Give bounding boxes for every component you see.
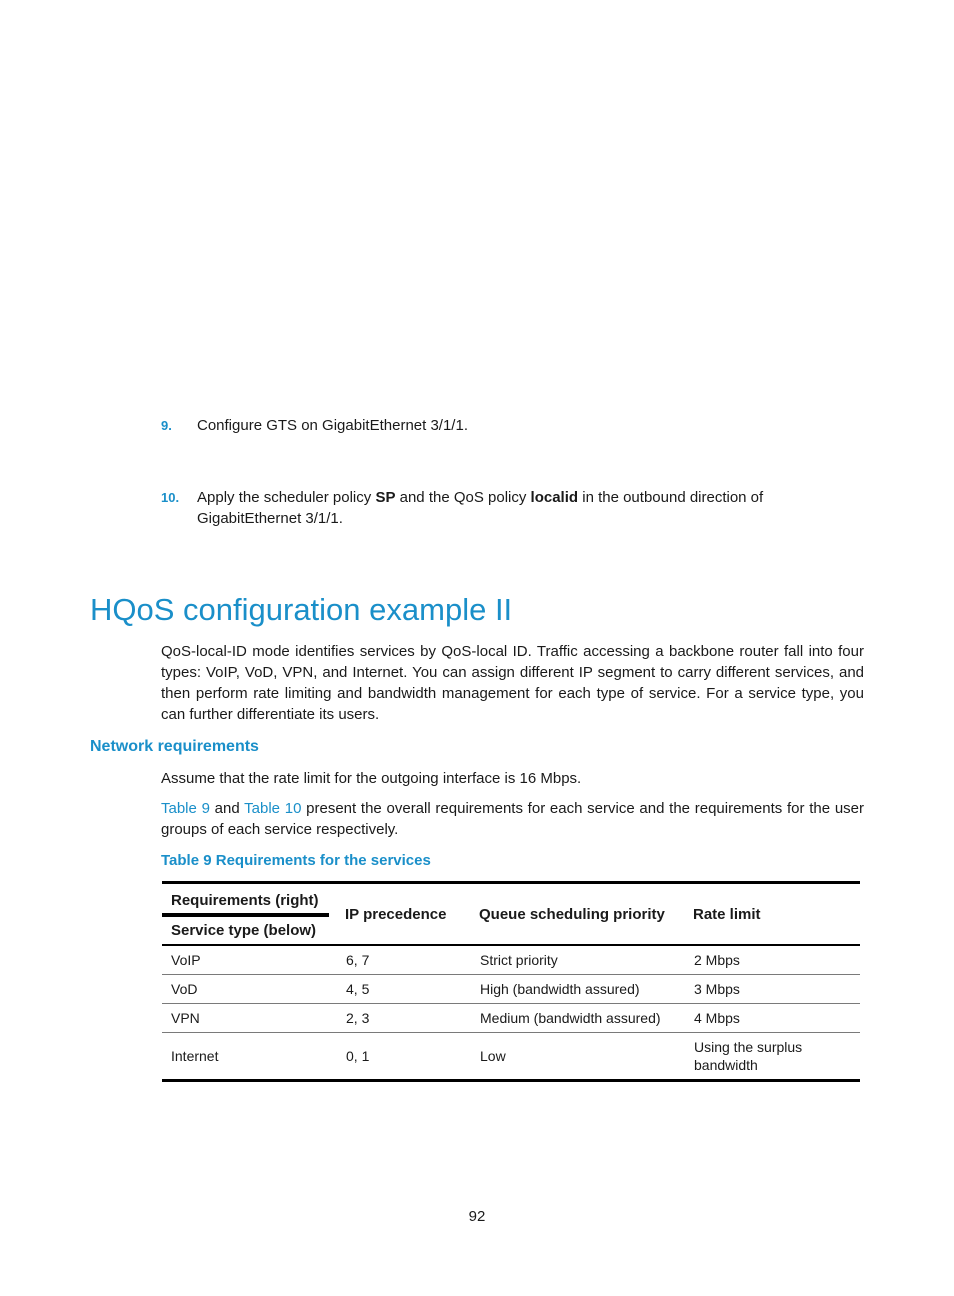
- cell-rate-limit: 2 Mbps: [685, 945, 860, 975]
- cell-ip-precedence: 6, 7: [337, 945, 471, 975]
- step-text-part: Configure GTS on GigabitEthernet 3/1/1.: [197, 417, 468, 434]
- cell-rate-limit: 4 Mbps: [685, 1004, 860, 1033]
- step-9: [161, 415, 861, 436]
- header-rate-limit: Rate limit: [685, 883, 860, 946]
- table-header-row: [162, 883, 860, 946]
- cell-rate-limit: 3 Mbps: [685, 975, 860, 1004]
- table-row: [162, 945, 860, 975]
- step-text-part: Apply the scheduler policy: [197, 489, 376, 506]
- table-row: [162, 1033, 860, 1081]
- step-10: [161, 487, 861, 529]
- table-10-link[interactable]: Table 10: [244, 800, 302, 817]
- paragraph-text: present the overall requirements for each service and the requirements for the user groups of each service respectively.: [161, 800, 864, 838]
- page-number: 92: [468, 1208, 486, 1225]
- cell-queue-priority: Strict priority: [471, 945, 685, 975]
- cell-service-type: VoD: [162, 975, 337, 1004]
- header-ip-precedence: IP precedence: [337, 883, 471, 946]
- header-requirements-right: Requirements (right): [162, 884, 329, 917]
- cell-service-type: VPN: [162, 1004, 337, 1033]
- table-caption: Table 9 Requirements for the services: [161, 852, 431, 869]
- step-keyword-sp: SP: [375, 489, 396, 506]
- cell-service-type: Internet: [162, 1033, 337, 1081]
- header-queue-scheduling-priority: Queue scheduling priority: [471, 883, 685, 946]
- cell-ip-precedence: 0, 1: [337, 1033, 471, 1081]
- step-number: 10.: [161, 490, 180, 505]
- table-row: [162, 975, 860, 1004]
- step-text-part: and the QoS policy: [395, 489, 531, 506]
- step-keyword-localid: localid: [530, 489, 579, 506]
- subsection-title: Network requirements: [90, 738, 259, 755]
- cell-queue-priority: Low: [471, 1033, 685, 1081]
- table-row: [162, 1004, 860, 1033]
- diagonal-header-cell: [162, 883, 337, 946]
- step-number: 9.: [161, 418, 172, 433]
- tables-reference-paragraph: [161, 798, 864, 840]
- rate-limit-paragraph: Assume that the rate limit for the outgoing interface is 16 Mbps.: [161, 770, 582, 787]
- cell-rate-limit: Using the surplus bandwidth: [685, 1033, 860, 1081]
- cell-queue-priority: High (bandwidth assured): [471, 975, 685, 1004]
- paragraph-text: and: [209, 800, 245, 817]
- intro-paragraph: QoS-local-ID mode identifies services by QoS-local ID. Traffic accessing a backbone router fall into four types: VoIP, VoD, VPN, and Internet. You can assign different IP segment to carry different services, and then perform rate limiting and bandwidth management for each type of service. For a service type, you can further differentiate its users.: [161, 643, 864, 723]
- step-text-part: in the outbound direction of GigabitEthernet 3/1/1.: [197, 489, 764, 527]
- cell-service-type: VoIP: [162, 945, 337, 975]
- cell-ip-precedence: 4, 5: [337, 975, 471, 1004]
- table-9-link[interactable]: Table 9: [161, 800, 210, 817]
- section-title: HQoS configuration example II: [90, 592, 513, 627]
- requirements-table: [162, 881, 860, 1082]
- cell-queue-priority: Medium (bandwidth assured): [471, 1004, 685, 1033]
- step-text: [197, 487, 861, 529]
- step-text: [197, 415, 861, 436]
- cell-ip-precedence: 2, 3: [337, 1004, 471, 1033]
- header-service-type-below: Service type (below): [171, 922, 317, 939]
